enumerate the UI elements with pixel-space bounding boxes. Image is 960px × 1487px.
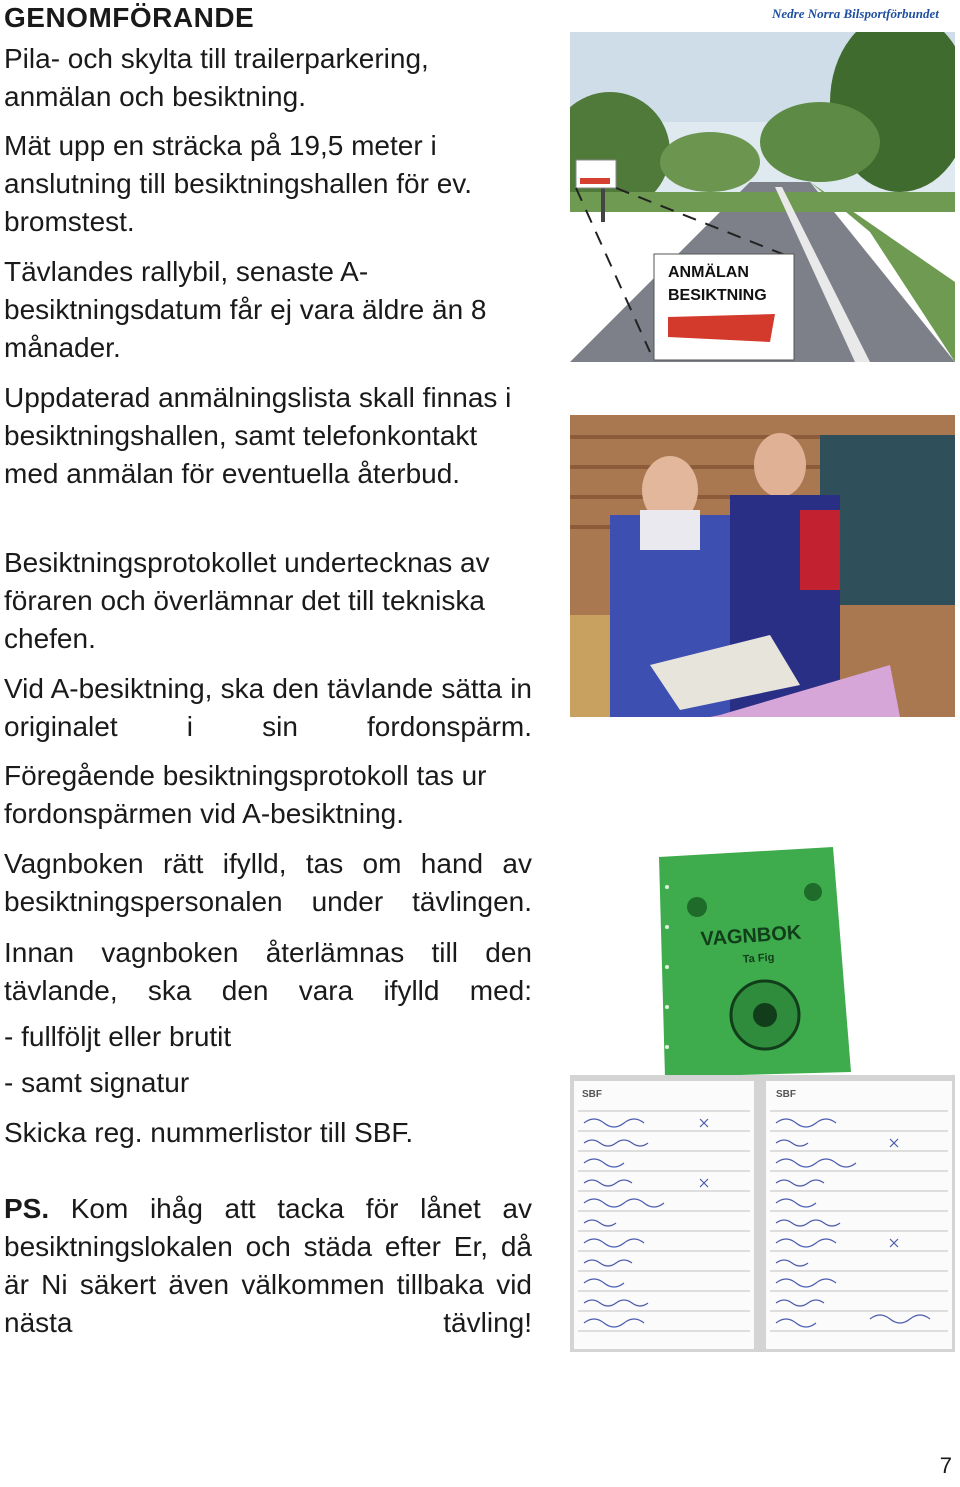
paragraph-6: Vid A-besiktning, ska den tävlande sätta in originalet i sin fordonspärm. (4, 673, 532, 742)
road-sign-photo (570, 32, 955, 362)
paragraph-2: Mät upp en sträcka på 19,5 meter i anslutning till besiktningshallen för ev. bromstest. (4, 130, 472, 237)
page-left-header: SBF (582, 1089, 602, 1100)
paragraph-3: Tävlandes rallybil, senaste A-besiktningsdatum får ej vara äldre än 8 månader. (4, 256, 487, 363)
page-right-header: SBF (776, 1089, 796, 1100)
paragraph-7: Föregående besiktningsprotokoll tas ur fordonspärmen vid A-besiktning. (4, 760, 487, 829)
paragraph-10: Skicka reg. nummerlistor till SBF. (4, 1117, 414, 1148)
ps-paragraph (4, 1190, 532, 1342)
sign-line-2: BESIKTNING (668, 287, 767, 304)
logbook-pages-photo (570, 1075, 955, 1352)
ps-text: Kom ihåg att tacka för lånet av besiktningslokalen och städa efter Er, då är Ni säkert även välkommen tillbaka vid nästa tävling! (4, 1193, 532, 1338)
paragraph-8: Vagnboken rätt ifylld, tas om hand av besiktningspersonalen under tävlingen. (4, 848, 532, 917)
vagnbok-title: VAGNBOK (699, 921, 802, 951)
vagnbok-photo (653, 847, 853, 1077)
page-heading: GENOMFÖRANDE (4, 2, 255, 33)
sign-line-1: ANMÄLAN (668, 264, 749, 281)
page-number: 7 (939, 1453, 952, 1478)
brand-logo: Nedre Norra Bilsportförbundet (772, 6, 939, 21)
paragraph-1: Pila- och skylta till trailerparkering, anmälan och besiktning. (4, 43, 429, 112)
paragraph-9: Innan vagnboken återlämnas till den tävlande, ska den vara ifylld med: (4, 937, 532, 1006)
list-item-1: - fullföljt eller brutit (4, 1021, 232, 1052)
vagnbok-subtitle: Ta Fig (742, 951, 775, 966)
paragraph-4: Uppdaterad anmälningslista skall finnas i besiktningshallen, samt telefonkontakt med anmälan för eventuella återbud. (4, 382, 512, 489)
list-item-2: - samt signatur (4, 1067, 190, 1098)
paragraph-5: Besiktningsprotokollet undertecknas av föraren och överlämnar det till tekniska chefen. (4, 547, 490, 654)
inspectors-photo (570, 415, 955, 717)
ps-label: PS. (4, 1193, 50, 1224)
